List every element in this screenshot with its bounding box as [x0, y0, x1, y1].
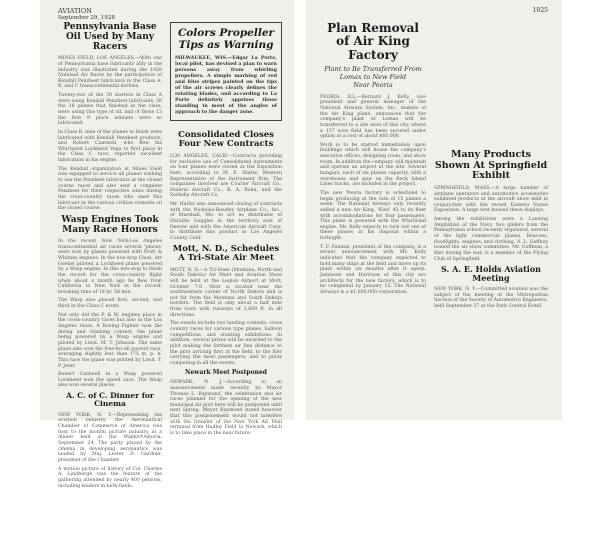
article-headline: Consolidated Closes Four New Contracts [178, 129, 274, 150]
article-paragraph: NEW YORK, N. Y.—Representing the aviation industry, the Aeronautical Chamber of Commerce of America was host to the motion picture industry at a dinner held at the Waldorf-Astoria, September 24. The party played by the cinema in developing aeronautics was lauded by Maj. Lester D. Gardner, president of the Chamber. [58, 412, 162, 463]
article-headline: S. A. E. Holds Aviation Meeting [441, 264, 541, 284]
subheadline-line: Lomax to New Field [339, 73, 407, 82]
article [170, 245, 282, 367]
left-column-1 [58, 22, 162, 489]
subheadline-line: Plant to Be Transferred From [324, 65, 422, 74]
article-paragraph: The events include two landing contests, cross country races for various type planes, balloon competitions, and stunting exhibitions. In addition, several prizes will be awarded to the pilot making the farthest air line distance to the pilot arriving first at the field, to the flier carrying the most passengers, and to pilots competing in all the events. [170, 321, 282, 366]
boxed-notice-body: MILWAUKEE, WIS.—Edgar La Porte, local pilot, has devised a plan to warn persons away from whirling propellers. A simple marking of red and blue stripes painted on the tips of the air screws clearly defines the rotating blades, and according to La Porte definitely apprises those standing in most of the angles of approach to the danger zone. [175, 55, 277, 115]
article-headline: Pennsylvania Base Oil Used by Many Racers [63, 22, 157, 53]
article-paragraph: MINES FIELD, LOS ANGELES.—With one of Pennsylvania base lubricants ably in the industry was illustrated during the 1928 National Air Races by the participation of Kendall Penzbest lubricants in the Class A, B, and C transcontinental derbies. [58, 56, 162, 90]
right-page [306, 0, 562, 420]
article-headline: Mott, N. D., Schedules A Tri-State Air Meet [172, 243, 280, 264]
article-paragraph: A motion picture of history of Col. Charles A. Lindbergh was the feature of the gathering attended by nearly 400 persons, including leaders in both fields. [58, 466, 162, 489]
article [434, 265, 548, 309]
article-paragraph: T. F. Fannon, president of the company, is a recent announcement with Mr. Kelly indicated that the company expected to hold many ships at the field and move up its plant within six months after it opens. Jamieson and Harrison of this city are architects for the new factory, which is to be completed by January 15. The National Airways is a $1,000,000 corporation. [320, 244, 426, 295]
article-headline: Plan Removal of Air King Factory [327, 21, 419, 62]
article-paragraph: The new Peoria factory is scheduled to begin producing at the rate of 15 planes a week. The National Airways only recently added a new Air King, 'Kiwi' 45 to its fleet with accommodations for four passengers. This plane is powered with the Whirlwind engine. Mr. Kelly expects to turn out one of these planes at his disposal within a fortnight. [320, 190, 426, 242]
article [170, 370, 282, 437]
subheadline-line: Near Peoria [353, 80, 393, 89]
article-paragraph: Mr. Hatler also announced closing of contracts with the Nicholas-Beazley Airplane Co., Inc., of Marshall, Mo. to act as distributor of Duralite Goggles in the territory east of Denver and with the American Aircraft Corp. to distribute this product in Los Angeles County, Calif. [170, 202, 282, 241]
left-column-2 [170, 22, 282, 437]
right-column-2 [434, 150, 548, 544]
article-paragraph: Work is to be started immediately upon buildings which will house the company's executive offices, designing room, and show room. In addition the company will maintain and operate an airport at the site. Several hangars, each of six planes capacity, with a warehouse and spur on the Rock Island Lines tracks, are included in the project. [320, 142, 426, 188]
article-paragraph: Among the exhibitions were a Loening Amphibian of the Navy, two gliders from the Pennsylvania school recently organized, several of the light commercial planes, Beacons, floodlights, engines, and clothing. A. L. Gaffney loaned the air show committee, Mr. Coffman, a flier during the war, is a member of the Flying Club of Springfield. [434, 217, 548, 262]
article-paragraph: MOTT, N. D.—A Tri-State (Montana, North and South Dakota) Air Meet and Aviation Show will be held at the Legion Airport at Mott, October 7-8. Mott is located near the southwestern corner of North Dakota and is not far from the Montana and South Dakota borders. The field is only about a half mile from town with runways of 2,600 ft. in all directions. [170, 267, 282, 318]
article-paragraph: Not only did the P. & W. engines place in the cross-country races but also in the Los Angeles races. A Boeing Fighter won the diving and climbing contest, the plane being powered by a Wasp engine and piloted by Lieut. M. T. Johnson. The same plane also won the free-for-all pursuit race, averaging slightly less than 175 m. p. h. This race the plane was piloted by Lieut. T. P. Jeter. [58, 312, 162, 369]
article-headline: Wasp Engines Took Many Race Honors [61, 214, 159, 235]
article [58, 215, 162, 389]
running-head [58, 8, 115, 21]
article-headline: Newark Meet Postponed [185, 368, 267, 376]
article [58, 392, 162, 489]
article [170, 131, 282, 242]
article-headline: A. C. of C. Dinner for Cinema [66, 391, 154, 409]
article-subheadline [320, 66, 426, 89]
left-page [40, 0, 294, 489]
article-paragraph: PEORIA, ILL.—Bernard J. Kelly, vice president and general manager of the National Airways System, Inc., makers of the Air King plane, announces that the company's plant at Lomax will be transferred to a site west of this city, where a 137 acre field has been secured under option at a cost of about $60,000. [320, 94, 426, 140]
article [434, 150, 548, 262]
article-headline: Many Products Shown At Springfield Exhibit [434, 149, 548, 182]
article-paragraph: NEWARK, N. J.—According to an announcement made recently by Mayor Thomas L. Raymond, the celebration and air races planned for the opening of the new municipal air port here will be postponed until next Spring. Mayor Raymond stated however that this postponement would not interfere with the transfer of the New York Air Mail terminal from Hadley Field to Newark, which is to take place in the near future. [170, 380, 282, 437]
article-paragraph: In Class B, nine of the planes to finish were lubricated with Kendall Penzbest products, and Robert Cantwell, who flew his Whirlwind Lockheed Vega to first place in the Class C race, reported excellent lubrication in his engine. [58, 129, 162, 164]
article [58, 22, 162, 212]
boxed-notice-title: Colors Propeller Tips as Warning [177, 27, 275, 52]
page-number: 1025 [532, 7, 548, 14]
article-paragraph: In the recent New York-Los Angeles transcontinental air races several 'places' were won by planes powered with Pratt & Whitney engines. In the non-stop Class, Art Goebel piloted a Lockheed plane powered by a Wasp engine. In this non-stop to finish the record for the cross-country flight when about a month ago he flew from California to New York in the record-breaking time of 18 hr. 58 min. [58, 239, 162, 295]
article-paragraph: The Kendall organization at Mines Field was equipped to service all planes wishing to use the Penzbest lubricants at the closed course races and also sent a complete Penzbest for their respective sales during the cross-country races who used this lubricant in the various civilian contests on the closed course. [58, 166, 162, 212]
article-paragraph: SPRINGFIELD, MASS.—A large number of airplane operators and automotive accessories exhibited products at the aircraft show held in conjunction with the recent Eastern States Exposition. A huge tent housed these displays. [434, 185, 548, 214]
article-paragraph: NEW YORK, N. Y.—Committed aviation was the subject of the meeting of the Metropolitan Section of the Society of Automotive Engineers, held September 27 at the Park Central Hotel. [434, 287, 548, 310]
article-paragraph: LOS ANGELES, CALIF.—Contracts providing for exclusive use of Consolidated instruments on four planes were closed at the Exposition here, according to M. E. Hatler, Western Representative of the instrument firm. The companies involved are Courier Aircraft Co., Federal Aircraft Co., B. A. Rohn, and the Sorkeby Aircraft Co. [170, 154, 282, 199]
boxed-notice [170, 22, 282, 121]
right-column-1 [320, 22, 426, 416]
running-head-title: AVIATION [58, 7, 92, 15]
article-paragraph: Robert Cantwell in a Wasp powered Lockheed won the speed race. The Wasp also won several places. [58, 372, 162, 389]
running-head-date: September 29, 1928 [58, 15, 115, 22]
article-paragraph: Twenty-two of the 39 starters in Class A were using Kendall Penzbest lubricants. Of the 18 planes that finished in the class, were using this type of oil, and of those 13 the first 9 place winners were so lubricated. [58, 93, 162, 127]
article-paragraph: The Wasp also placed first, second, and third in the Class C event. [58, 298, 162, 310]
